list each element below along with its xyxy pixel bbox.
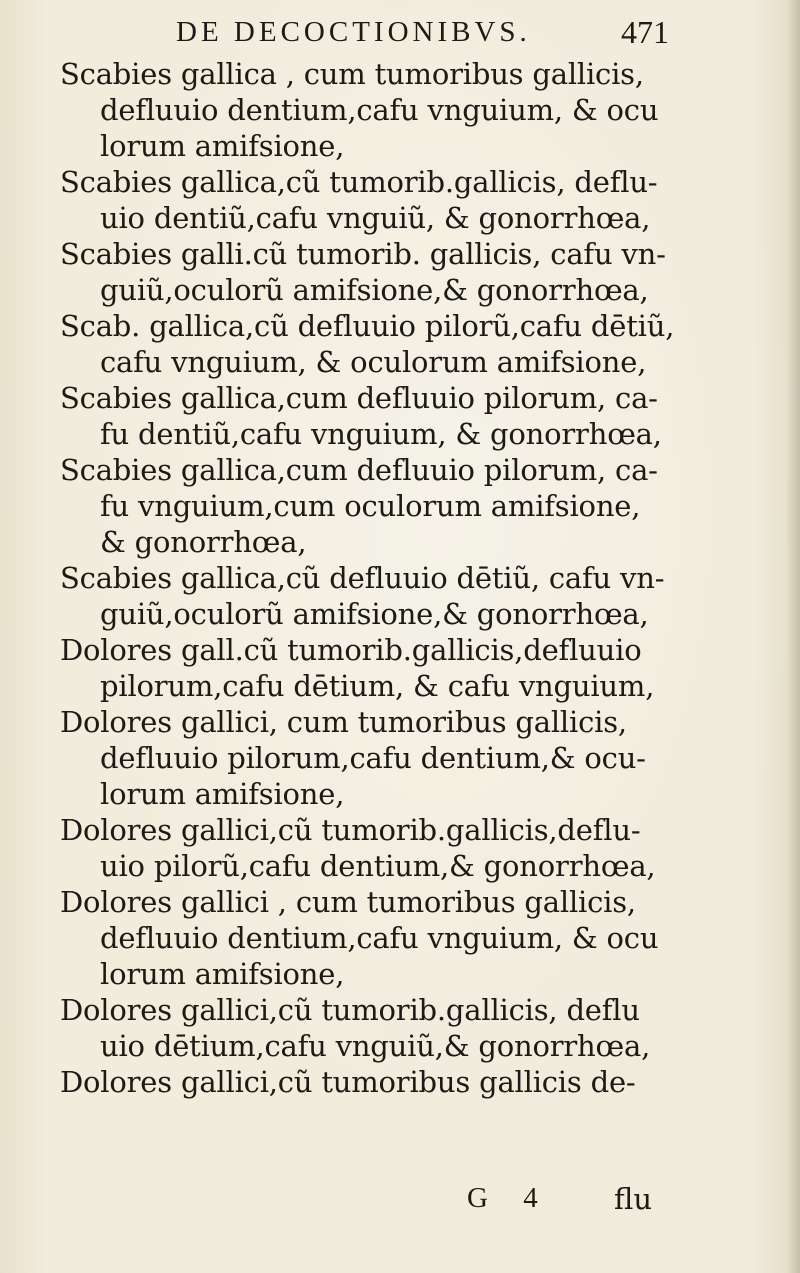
text-line: guiũ,oculorũ amifsione,& gonorrhœa, [100,597,649,631]
page-edge-shadow [786,0,800,1273]
text-line: guiũ,oculorũ amifsione,& gonorrhœa, [100,273,649,307]
text-line: Scabies gallica,cũ defluuio dētiũ, cafu vn- [60,561,665,595]
text-line: Scabies gallica,cum defluuio pilorum, ca- [60,381,658,415]
text-line: fu vnguium,cum oculorum amifsione, [100,489,641,523]
text-line: Dolores gallici,cũ tumoribus gallicis de- [60,1065,636,1099]
page-number: 471 [621,14,669,50]
text-line: Dolores gallici,cũ tumorib.gallicis, deflu [60,993,640,1027]
text-line: Scabies gallica , cum tumoribus gallicis, [60,57,644,91]
page-footer [0,1182,800,1222]
text-line: Dolores gallici,cũ tumorib.gallicis,deflu- [60,813,641,847]
text-line: Scabies gallica,cum defluuio pilorum, ca- [60,453,658,487]
text-line: Dolores gallici , cum tumoribus gallicis, [60,885,636,919]
text-line: Scabies galli.cũ tumorib. gallicis, cafu vn- [60,237,666,271]
text-line: uio dentiũ,cafu vnguiũ, & gonorrhœa, [100,201,651,235]
text-line: defluuio dentium,cafu vnguium, & ocu [100,93,659,127]
text-line: uio pilorũ,cafu dentium,& gonorrhœa, [100,849,656,883]
text-line: lorum amifsione, [100,777,345,811]
signature-mark: G 4 [467,1182,552,1214]
text-line: Scab. gallica,cũ defluuio pilorũ,cafu dētiũ, [60,309,675,343]
text-line: pilorum,cafu dētium, & cafu vnguium, [100,669,655,703]
text-line: Dolores gallici, cum tumoribus gallicis, [60,705,627,739]
catchword: flu [614,1182,653,1216]
text-line: & gonorrhœa, [100,525,307,559]
text-line: Dolores gall.cũ tumorib.gallicis,defluuio [60,633,642,667]
text-line: cafu vnguium, & oculorum amifsione, [100,345,647,379]
text-line: fu dentiũ,cafu vnguium, & gonorrhœa, [100,417,662,451]
text-line: uio dētium,cafu vnguiũ,& gonorrhœa, [100,1029,651,1063]
text-line: lorum amifsione, [100,129,345,163]
text-line: defluuio pilorum,cafu dentium,& ocu- [100,741,646,775]
running-title: DE DECOCTIONIBVS. [176,16,531,48]
text-line: defluuio dentium,cafu vnguium, & ocu [100,921,659,955]
text-line: Scabies gallica,cũ tumorib.gallicis, deflu- [60,165,658,199]
text-line: lorum amifsione, [100,957,345,991]
running-header [0,12,800,56]
